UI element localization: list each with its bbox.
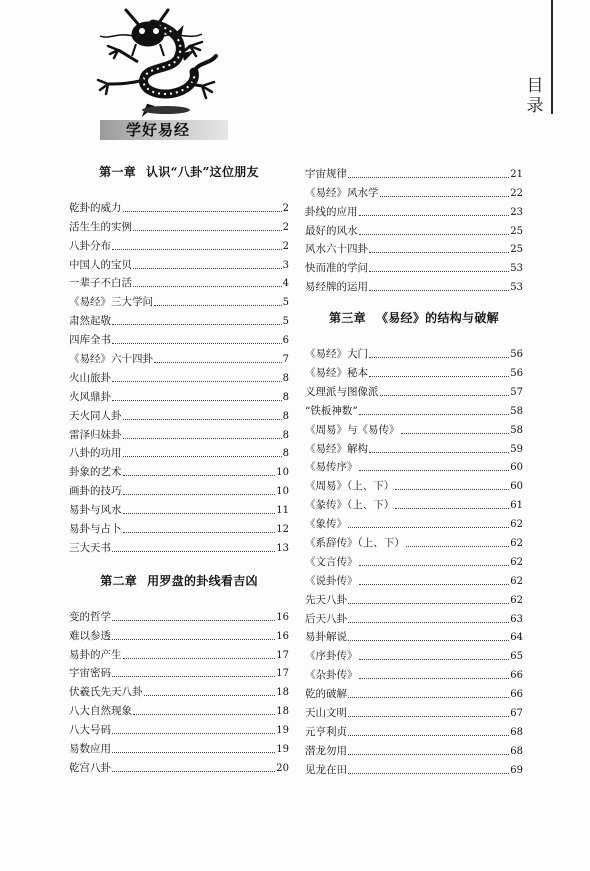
toc-entry-page: 68: [510, 726, 523, 738]
toc-entry-page: 8: [282, 391, 289, 403]
toc-dot-leader: [123, 456, 282, 457]
toc-entry: [305, 701, 523, 720]
chapter-heading: [69, 162, 289, 182]
toc-dot-leader: [144, 695, 276, 696]
toc-entry-page: 53: [510, 263, 523, 275]
toc-entry: [305, 200, 523, 219]
toc-entry: [305, 550, 523, 569]
toc-entry-page: 59: [510, 443, 523, 455]
toc-dot-leader: [359, 659, 510, 660]
toc-entry-page: 17: [276, 649, 289, 661]
toc-entry: [69, 442, 289, 461]
toc-entry-title: 天山文明: [305, 707, 347, 720]
toc-entry-page: 16: [276, 611, 289, 623]
toc-dot-leader: [112, 771, 275, 772]
toc-entry-title: 火山旅卦: [69, 371, 111, 384]
toc-entry: [305, 739, 523, 758]
toc-dot-leader: [348, 622, 509, 623]
toc-side-char-1: 目: [526, 76, 544, 96]
toc-entry-title: 八卦分布: [69, 239, 111, 252]
toc-entry-title: 中国人的宝贝: [69, 258, 132, 271]
toc-entry-page: 10: [276, 486, 289, 498]
toc-entry-title: 《易经》解构: [305, 442, 368, 455]
toc-entry: [305, 162, 523, 181]
toc-dot-leader: [112, 676, 275, 677]
toc-entry: [69, 309, 289, 328]
toc-entry: [305, 181, 523, 200]
toc-dot-leader: [369, 290, 509, 291]
toc-entry-page: 2: [282, 221, 289, 233]
toc-entry-title: 《周易》与《易传》: [305, 423, 400, 436]
chapter-title: 认识“八卦”这位朋友: [146, 165, 259, 179]
toc-entry: [69, 272, 289, 291]
toc-entry: [305, 256, 523, 275]
toc-entry-page: 5: [282, 316, 289, 328]
toc-entry-title: 八卦的功用: [69, 447, 122, 460]
toc-entry-title: 风水六十四卦: [305, 243, 368, 256]
toc-entry-page: 3: [282, 259, 289, 271]
toc-entry-page: 62: [510, 519, 523, 531]
toc-entry: [69, 234, 289, 253]
toc-dot-leader: [112, 733, 275, 734]
toc-dot-leader: [359, 678, 510, 679]
toc-entry-title: 《杂卦传》: [305, 669, 358, 682]
toc-dot-leader: [348, 735, 509, 736]
dragon-illustration: [78, 6, 228, 118]
toc-entry-title: 火风鼎卦: [69, 390, 111, 403]
toc-entry: [69, 680, 289, 699]
side-rule: [551, 0, 553, 114]
toc-entry-page: 12: [276, 524, 289, 536]
toc-dot-leader: [112, 639, 275, 640]
toc-dot-leader: [112, 551, 275, 552]
toc-entry-page: 21: [510, 168, 523, 180]
toc-dot-leader: [133, 230, 282, 231]
toc-entry-page: 6: [282, 335, 289, 347]
toc-entry-page: 65: [510, 651, 523, 663]
toc-entry-title: “铁板神数”: [305, 404, 358, 417]
toc-entry-title: 《周易》（上、下）: [305, 480, 395, 493]
toc-dot-leader: [359, 584, 510, 585]
toc-entry-title: 《系辞传》（上、下）: [305, 537, 405, 550]
toc-entry: [69, 196, 289, 215]
toc-entry: [305, 219, 523, 238]
toc-entry: [305, 418, 523, 437]
toc-dot-leader: [112, 381, 282, 382]
toc-entry: [305, 493, 523, 512]
toc-entry-page: 19: [276, 744, 289, 756]
toc-dot-leader: [123, 532, 276, 533]
toc-dot-leader: [369, 452, 509, 453]
toc-entry-title: 见龙在田: [305, 763, 347, 776]
toc-entry-page: 61: [510, 500, 523, 512]
chapter-gap: [69, 555, 289, 571]
toc-entry: [69, 423, 289, 442]
toc-dot-leader: [359, 234, 510, 235]
toc-dot-leader: [154, 362, 282, 363]
toc-entry-page: 18: [276, 706, 289, 718]
toc-dot-leader: [369, 376, 509, 377]
toc-entry-title: 四库全书: [69, 334, 111, 347]
toc-entry: [69, 517, 289, 536]
toc-entry: [305, 474, 523, 493]
toc-dot-leader: [369, 271, 509, 272]
toc-entry: [69, 699, 289, 718]
toc-entry-title: 乾卦的威力: [69, 201, 122, 214]
toc-entry-page: 18: [276, 687, 289, 699]
toc-entry-title: 卦象的艺术: [69, 466, 122, 479]
toc-entry-page: 68: [510, 745, 523, 757]
toc-entry: [69, 253, 289, 272]
toc-entry-page: 60: [510, 462, 523, 474]
toc-dot-leader: [348, 177, 509, 178]
toc-entry-title: 变的哲学: [69, 610, 111, 623]
toc-entry: [69, 366, 289, 385]
toc-entry-title: 雷泽归妹卦: [69, 428, 122, 441]
toc-entry: [69, 347, 289, 366]
toc-entry-title: 乾宫八卦: [69, 761, 111, 774]
chapter-number: 第三章: [329, 311, 366, 326]
toc-dot-leader: [369, 252, 509, 253]
toc-entry: [69, 737, 289, 756]
toc-entry: [69, 479, 289, 498]
toc-entry-title: 八大自然现象: [69, 705, 132, 718]
toc-entry-page: 17: [276, 668, 289, 680]
toc-entry-page: 25: [510, 225, 523, 237]
toc-dot-leader: [406, 546, 510, 547]
toc-entry-page: 23: [510, 206, 523, 218]
toc-entry: [69, 498, 289, 517]
toc-entry-title: 先天八卦: [305, 593, 347, 606]
toc-entry-page: 66: [510, 689, 523, 701]
toc-dot-leader: [112, 249, 282, 250]
toc-dot-leader: [112, 620, 275, 621]
toc-entry: [69, 385, 289, 404]
toc-dot-leader: [112, 400, 282, 401]
toc-entry-title: 《易传序》: [305, 461, 358, 474]
toc-entry-title: 《序卦传》: [305, 650, 358, 663]
toc-entry-title: 快而准的学问: [305, 262, 368, 275]
toc-entry-title: 最好的风水: [305, 224, 358, 237]
toc-entry-page: 19: [276, 725, 289, 737]
toc-dot-leader: [154, 305, 282, 306]
toc-entry: [69, 404, 289, 423]
toc-entry: [305, 342, 523, 361]
toc-dot-leader: [348, 773, 509, 774]
toc-dot-leader: [348, 697, 509, 698]
toc-entry-title: 肃然起敬: [69, 315, 111, 328]
toc-dot-leader: [380, 196, 510, 197]
toc-entry: [305, 569, 523, 588]
toc-dot-leader: [123, 658, 276, 659]
toc-dot-leader: [348, 716, 509, 717]
toc-entry-page: 20: [276, 762, 289, 774]
toc-dot-leader: [359, 565, 510, 566]
toc-column-right: [305, 162, 523, 777]
toc-entry-title: 易卦的产生: [69, 648, 122, 661]
chapter-number: 第一章: [99, 165, 137, 179]
toc-entry-page: 7: [282, 354, 289, 366]
toc-entry: [305, 644, 523, 663]
toc-entry-title: 《象传》: [305, 518, 347, 531]
toc-dot-leader: [359, 215, 510, 216]
toc-entry-title: 伏羲氏先天八卦: [69, 686, 143, 699]
toc-dot-leader: [123, 438, 282, 439]
toc-entry-page: 66: [510, 670, 523, 682]
toc-entry: [69, 662, 289, 681]
toc-side-label: [524, 76, 546, 116]
toc-entry-page: 25: [510, 244, 523, 256]
toc-dot-leader: [348, 527, 509, 528]
toc-entry: [305, 720, 523, 739]
toc-dot-leader: [133, 286, 282, 287]
toc-dot-leader: [123, 513, 276, 514]
toc-dot-leader: [123, 475, 276, 476]
toc-entry-page: 10: [276, 467, 289, 479]
chapter-heading: [305, 308, 523, 328]
toc-entry: [305, 588, 523, 607]
toc-dot-leader: [380, 395, 510, 396]
toc-entry: [305, 380, 523, 399]
toc-entry-page: 8: [282, 429, 289, 441]
chapter-title: 用罗盘的卦线看吉凶: [147, 573, 258, 588]
toc-entry-title: 潜龙勿用: [305, 744, 347, 757]
toc-dot-leader: [123, 494, 276, 495]
toc-side-char-2: 录: [526, 96, 544, 116]
toc-dot-leader: [133, 714, 275, 715]
toc-entry-page: 11: [276, 505, 289, 517]
toc-dot-leader: [359, 470, 510, 471]
toc-entry-title: 三大天书: [69, 541, 111, 554]
toc-entry-page: 64: [510, 632, 523, 644]
toc-entry: [305, 437, 523, 456]
toc-dot-leader: [348, 640, 509, 641]
toc-entry-page: 63: [510, 613, 523, 625]
toc-entry-page: 13: [276, 542, 289, 554]
toc-entry-page: 62: [510, 556, 523, 568]
toc-entry: [69, 643, 289, 662]
chapter-number: 第二章: [100, 573, 138, 588]
toc-entry-page: 62: [510, 594, 523, 606]
toc-dot-leader: [123, 419, 282, 420]
book-title: 学好易经: [126, 121, 191, 139]
toc-dot-leader: [359, 414, 510, 415]
toc-entry-page: 8: [282, 410, 289, 422]
toc-entry-page: 16: [276, 630, 289, 642]
toc-entry-page: 58: [510, 424, 523, 436]
toc-entry-page: 22: [510, 187, 523, 199]
chapter-gap: [305, 294, 523, 308]
toc-entry: [305, 238, 523, 257]
toc-entry: [69, 215, 289, 234]
toc-dot-leader: [112, 752, 275, 753]
toc-entry-title: 《易经》六十四卦: [69, 353, 153, 366]
toc-entry-title: 易卦解说: [305, 631, 347, 644]
toc-entry-page: 60: [510, 481, 523, 493]
toc-dot-leader: [112, 343, 282, 344]
toc-entry-title: 易卦与风水: [69, 504, 122, 517]
toc-dot-leader: [369, 357, 509, 358]
toc-entry-page: 2: [282, 202, 289, 214]
toc-entry-title: 天火同人卦: [69, 409, 122, 422]
toc-entry-title: 宇宙密码: [69, 667, 111, 680]
toc-entry-page: 53: [510, 282, 523, 294]
toc-entry: [69, 624, 289, 643]
toc-dot-leader: [348, 754, 509, 755]
toc-entry: [69, 460, 289, 479]
toc-entry-page: 67: [510, 708, 523, 720]
toc-entry: [69, 536, 289, 555]
toc-entry-page: 5: [282, 297, 289, 309]
toc-entry-page: 4: [282, 278, 289, 290]
toc-entry: [69, 328, 289, 347]
toc-entry-title: 一辈子不白活: [69, 277, 132, 290]
toc-entry: [305, 682, 523, 701]
toc-entry-title: 《文言传》: [305, 555, 358, 568]
toc-entry: [305, 607, 523, 626]
toc-entry: [305, 361, 523, 380]
toc-entry-title: 《易经》大门: [305, 348, 368, 361]
toc-entry-title: 《易经》风水学: [305, 186, 379, 199]
toc-entry-title: 乾的破解: [305, 688, 347, 701]
toc-entry: [69, 290, 289, 309]
toc-entry-page: 62: [510, 538, 523, 550]
toc-entry-page: 8: [282, 448, 289, 460]
toc-entry-title: 后天八卦: [305, 612, 347, 625]
toc-dot-leader: [348, 603, 509, 604]
chapter-heading: [69, 571, 289, 591]
toc-entry-page: 8: [282, 372, 289, 384]
toc-entry: [305, 663, 523, 682]
toc-entry-title: 易经牌的运用: [305, 281, 368, 294]
toc-entry-title: 卦线的应用: [305, 205, 358, 218]
toc-dot-leader: [133, 268, 282, 269]
toc-entry-title: 画卦的技巧: [69, 485, 122, 498]
toc-entry-title: 活生生的实例: [69, 220, 132, 233]
toc-entry-title: 《彖传》（上、下）: [305, 499, 395, 512]
toc-entry: [305, 399, 523, 418]
toc-entry: [69, 605, 289, 624]
toc-entry-page: 56: [510, 349, 523, 361]
toc-dot-leader: [401, 433, 510, 434]
toc-entry-title: 义理派与图像派: [305, 385, 379, 398]
toc-entry: [305, 456, 523, 475]
toc-entry: [305, 531, 523, 550]
toc-entry-page: 58: [510, 405, 523, 417]
toc-entry-title: 难以参透: [69, 629, 111, 642]
toc-entry-title: 《易经》秘本: [305, 367, 368, 380]
toc-dot-leader: [123, 211, 282, 212]
toc-entry: [69, 718, 289, 737]
toc-entry-title: 《说卦传》: [305, 574, 358, 587]
toc-entry-page: 2: [282, 240, 289, 252]
toc-dot-leader: [112, 324, 282, 325]
toc-entry-page: 56: [510, 368, 523, 380]
chapter-title: 《易经》的结构与破解: [375, 311, 499, 326]
toc-entry: [305, 626, 523, 645]
toc-entry-title: 宇宙规律: [305, 167, 347, 180]
toc-entry: [305, 275, 523, 294]
toc-entry-title: 元亨利贞: [305, 725, 347, 738]
toc-entry: [69, 756, 289, 775]
toc-dot-leader: [395, 489, 509, 490]
toc-entry: [305, 512, 523, 531]
toc-entry-page: 57: [510, 386, 523, 398]
toc-entry-title: 易卦与占卜: [69, 523, 122, 536]
toc-entry: [305, 758, 523, 777]
toc-entry-title: 易数应用: [69, 743, 111, 756]
toc-entry-page: 62: [510, 575, 523, 587]
toc-entry-title: 八大号码: [69, 724, 111, 737]
toc-dot-leader: [395, 508, 509, 509]
toc-column-left: [69, 162, 289, 775]
toc-entry-title: 《易经》三大学问: [69, 296, 153, 309]
toc-entry-page: 69: [510, 764, 523, 776]
